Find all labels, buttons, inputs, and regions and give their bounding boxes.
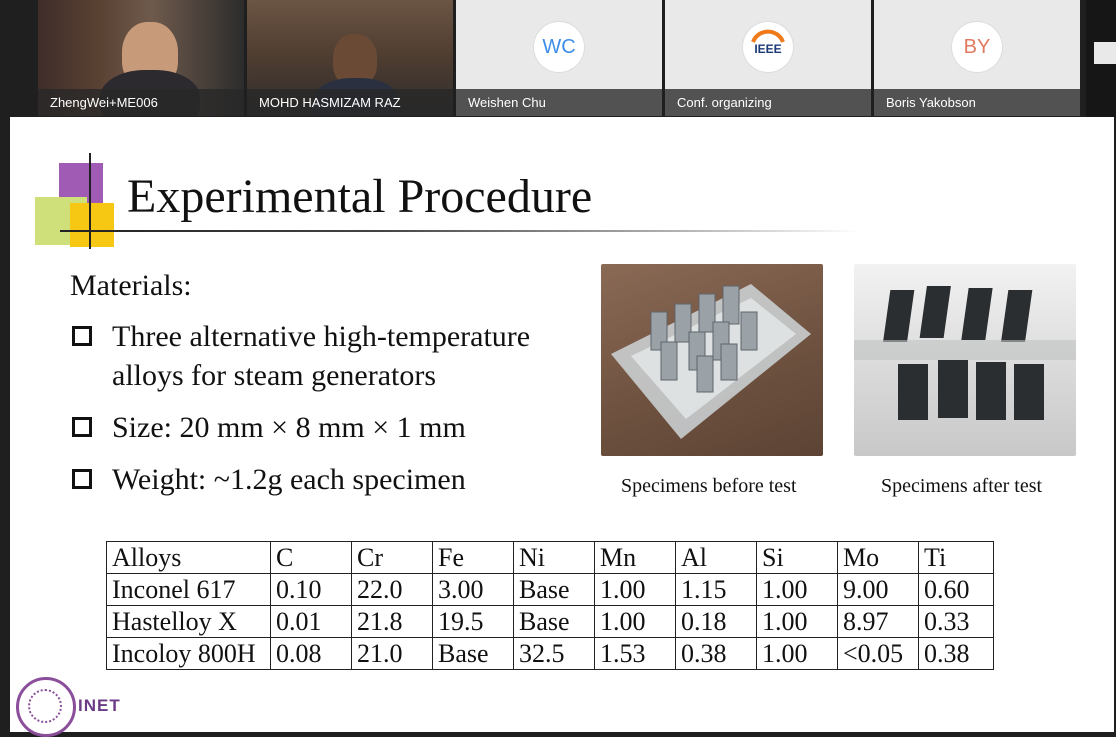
- table-header-cell: C: [271, 542, 352, 574]
- table-cell: 1.00: [595, 606, 676, 638]
- bullet-text: alloys for steam generators: [112, 359, 437, 392]
- alloys-composition-table: [106, 541, 994, 670]
- table-header-cell: Al: [676, 542, 757, 574]
- table-header-cell: Si: [757, 542, 838, 574]
- shared-slide: [10, 117, 1114, 732]
- table-header-cell: Mo: [838, 542, 919, 574]
- gallery-scroll-edge[interactable]: [1086, 0, 1116, 117]
- table-cell: Base: [514, 606, 595, 638]
- table-cell: 0.38: [919, 638, 994, 670]
- table-cell: 1.00: [757, 606, 838, 638]
- ieee-logo: [743, 22, 793, 72]
- table-cell: 21.0: [352, 638, 433, 670]
- table-cell: Base: [433, 638, 514, 670]
- participant-strip: [0, 0, 1116, 117]
- specimens-after-illustration: [854, 264, 1076, 456]
- table-cell: 3.00: [433, 574, 514, 606]
- table-cell: 1.00: [757, 638, 838, 670]
- table-row: [107, 638, 994, 670]
- decor-square-yellow: [70, 203, 114, 247]
- decor-vline: [89, 153, 91, 249]
- table-header-cell: Ti: [919, 542, 994, 574]
- bullet-text: Three alternative high-temperature: [112, 320, 531, 353]
- table-cell: 1.00: [595, 574, 676, 606]
- participant-avatar: BY: [952, 22, 1002, 72]
- ieee-logo-icon: [743, 22, 793, 72]
- specimens-after-photo: [854, 264, 1076, 456]
- bullet-square-icon: [72, 469, 92, 489]
- table-cell: 32.5: [514, 638, 595, 670]
- materials-heading: Materials:: [70, 269, 192, 302]
- table-cell: 0.33: [919, 606, 994, 638]
- seal-inner-ring: [28, 689, 62, 723]
- table-cell: 0.60: [919, 574, 994, 606]
- ieee-logo-text: IEEE: [754, 42, 782, 56]
- title-underline: [60, 230, 860, 232]
- university-seal-logo: [16, 677, 76, 737]
- bullet-square-icon: [72, 326, 92, 346]
- table-cell: 0.10: [271, 574, 352, 606]
- table-header-cell: Mn: [595, 542, 676, 574]
- participant-tile[interactable]: [874, 0, 1080, 116]
- participant-name: Conf. organizing: [665, 89, 871, 116]
- bullet-text: Weight: ~1.2g each specimen: [112, 463, 466, 496]
- table-row: [107, 574, 994, 606]
- participant-tile[interactable]: [665, 0, 871, 116]
- specimens-before-illustration: [601, 264, 823, 456]
- participant-name: Boris Yakobson: [874, 89, 1080, 116]
- table-cell: 21.8: [352, 606, 433, 638]
- table-cell: 0.18: [676, 606, 757, 638]
- table-cell: 8.97: [838, 606, 919, 638]
- bullet-text: Size: 20 mm × 8 mm × 1 mm: [112, 411, 466, 444]
- table-cell: 0.38: [676, 638, 757, 670]
- slide-title: Experimental Procedure: [127, 170, 593, 223]
- gallery-thumbnail[interactable]: [1094, 42, 1116, 64]
- participant-name: ZhengWei+ME006: [38, 89, 244, 116]
- table-cell: Hastelloy X: [107, 606, 271, 638]
- table-cell: 0.08: [271, 638, 352, 670]
- table-header-cell: Fe: [433, 542, 514, 574]
- table-cell: 19.5: [433, 606, 514, 638]
- table-row: [107, 606, 994, 638]
- table-cell: Base: [514, 574, 595, 606]
- table-cell: 1.53: [595, 638, 676, 670]
- participant-name: MOHD HASMIZAM RAZ: [247, 89, 453, 116]
- table-header-cell: Alloys: [107, 542, 271, 574]
- participant-tile[interactable]: [247, 0, 453, 116]
- caption-after: Specimens after test: [881, 475, 1043, 497]
- participant-tile[interactable]: [456, 0, 662, 116]
- participant-name: Weishen Chu: [456, 89, 662, 116]
- table-cell: 1.15: [676, 574, 757, 606]
- table-cell: Inconel 617: [107, 574, 271, 606]
- specimens-before-photo: [601, 264, 823, 456]
- inet-logo: INET: [78, 696, 121, 715]
- table-header-cell: Cr: [352, 542, 433, 574]
- table-header-row: [107, 542, 994, 574]
- table-header-cell: Ni: [514, 542, 595, 574]
- table-cell: Incoloy 800H: [107, 638, 271, 670]
- table-cell: <0.05: [838, 638, 919, 670]
- table-cell: 0.01: [271, 606, 352, 638]
- caption-before: Specimens before test: [621, 475, 797, 497]
- participant-tile[interactable]: [38, 0, 244, 116]
- table-cell: 22.0: [352, 574, 433, 606]
- table-cell: 9.00: [838, 574, 919, 606]
- participant-avatar: WC: [534, 22, 584, 72]
- bullet-square-icon: [72, 417, 92, 437]
- table-cell: 1.00: [757, 574, 838, 606]
